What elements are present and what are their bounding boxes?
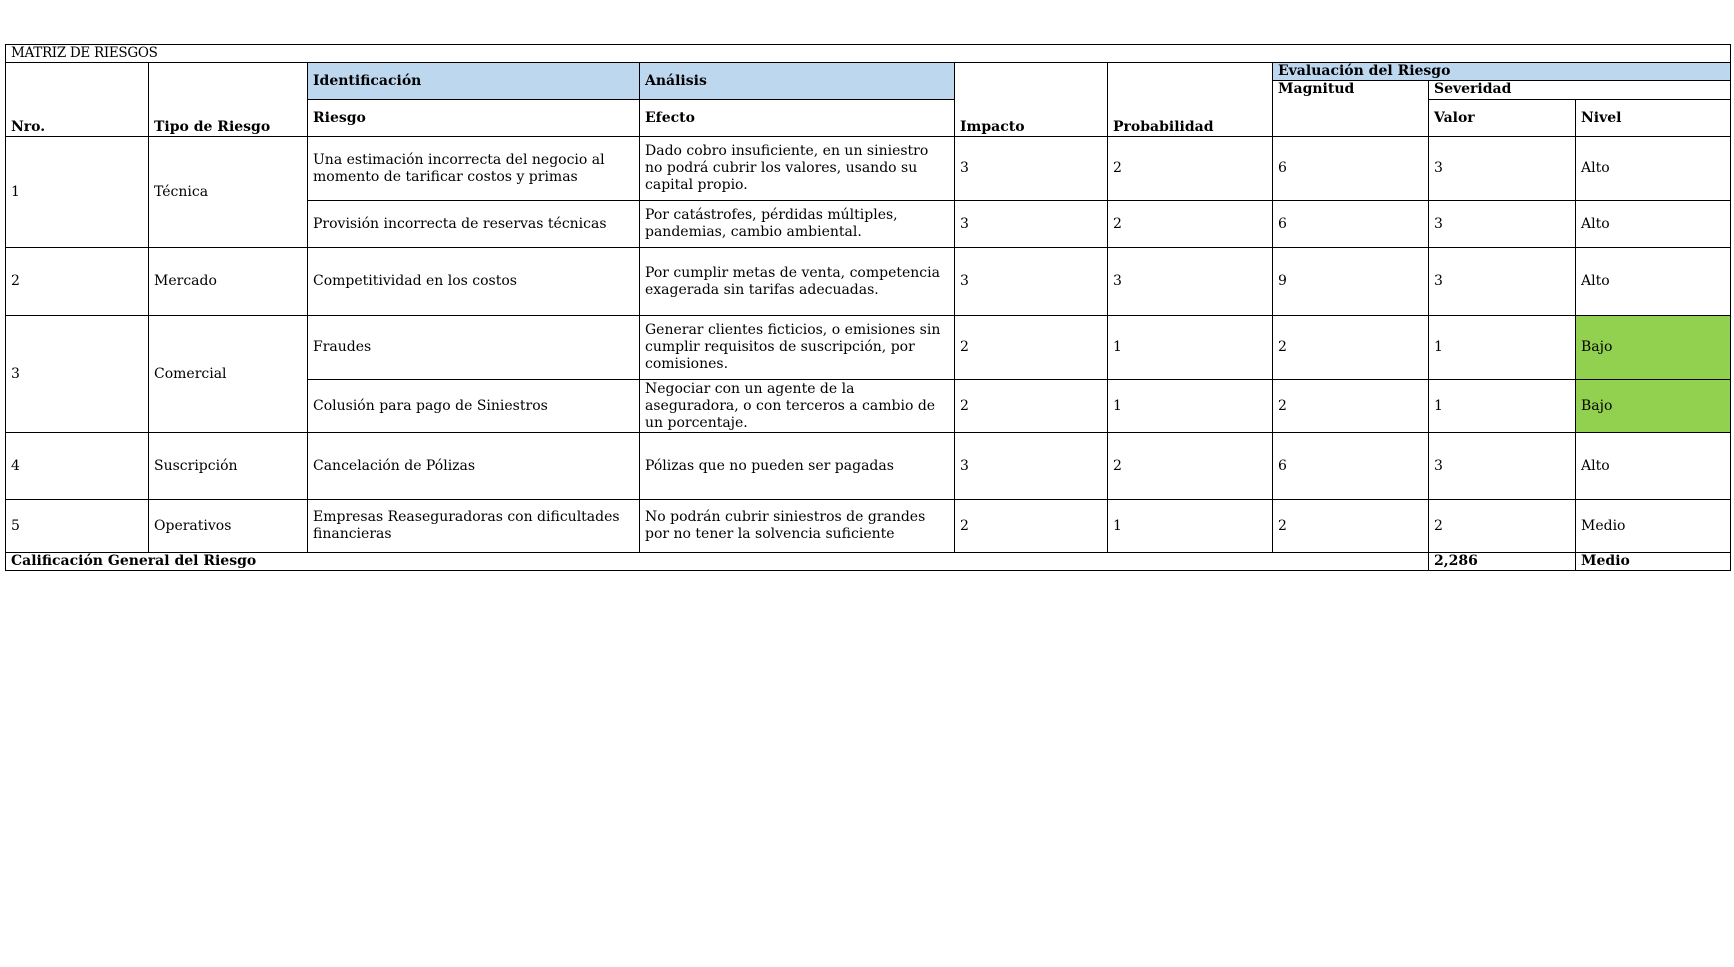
row-riesgo[interactable]: Competitividad en los costos [308, 248, 640, 316]
row-tipo-riesgo[interactable]: Operativos [149, 500, 308, 553]
row-magnitud[interactable]: 2 [1273, 500, 1429, 553]
row-impacto[interactable]: 3 [955, 201, 1108, 248]
row-magnitud[interactable]: 6 [1273, 137, 1429, 201]
row-nivel[interactable]: Bajo [1576, 380, 1731, 433]
row-valor[interactable]: 3 [1429, 248, 1576, 316]
row-riesgo[interactable]: Una estimación incorrecta del negocio al momento de tarificar costos y primas [308, 137, 640, 201]
row-tipo-riesgo[interactable]: Suscripción [149, 433, 308, 500]
row-impacto[interactable]: 3 [955, 248, 1108, 316]
header-valor[interactable]: Valor [1429, 100, 1576, 137]
footer-label[interactable]: Calificación General del Riesgo [6, 553, 1429, 571]
header-nivel[interactable]: Nivel [1576, 100, 1731, 137]
row-valor[interactable]: 3 [1429, 137, 1576, 201]
row-tipo-riesgo[interactable]: Mercado [149, 248, 308, 316]
row-riesgo[interactable]: Empresas Reaseguradoras con dificultades financieras [308, 500, 640, 553]
row-tipo-riesgo[interactable]: Técnica [149, 137, 308, 248]
row-riesgo[interactable]: Fraudes [308, 316, 640, 380]
risk-matrix-sheet [5, 44, 1731, 571]
row-efecto[interactable]: Por catástrofes, pérdidas múltiples, pandemias, cambio ambiental. [640, 201, 955, 248]
row-probabilidad[interactable]: 2 [1108, 137, 1273, 201]
row-probabilidad[interactable]: 2 [1108, 201, 1273, 248]
row-efecto[interactable]: Negociar con un agente de la aseguradora, o con terceros a cambio de un porcentaje. [640, 380, 955, 433]
footer-valor[interactable]: 2,286 [1429, 553, 1576, 571]
row-nro[interactable]: 2 [6, 248, 149, 316]
header-severidad[interactable]: Severidad [1429, 81, 1731, 100]
row-magnitud[interactable]: 2 [1273, 380, 1429, 433]
row-valor[interactable]: 3 [1429, 433, 1576, 500]
row-efecto[interactable]: Pólizas que no pueden ser pagadas [640, 433, 955, 500]
row-nivel[interactable]: Bajo [1576, 316, 1731, 380]
row-nivel[interactable]: Alto [1576, 433, 1731, 500]
row-valor[interactable]: 1 [1429, 316, 1576, 380]
header-riesgo[interactable]: Riesgo [308, 100, 640, 137]
header-evaluacion-riesgo[interactable]: Evaluación del Riesgo [1273, 63, 1731, 81]
header-tipo-riesgo[interactable]: Tipo de Riesgo [149, 63, 308, 137]
matrix-title[interactable]: MATRIZ DE RIESGOS [6, 45, 1731, 63]
row-valor[interactable]: 3 [1429, 201, 1576, 248]
header-efecto[interactable]: Efecto [640, 100, 955, 137]
row-magnitud[interactable]: 6 [1273, 201, 1429, 248]
header-probabilidad[interactable]: Probabilidad [1108, 63, 1273, 137]
header-identificacion[interactable]: Identificación [308, 63, 640, 100]
row-impacto[interactable]: 2 [955, 316, 1108, 380]
row-nivel[interactable]: Alto [1576, 201, 1731, 248]
row-magnitud[interactable]: 9 [1273, 248, 1429, 316]
row-riesgo[interactable]: Colusión para pago de Siniestros [308, 380, 640, 433]
row-valor[interactable]: 2 [1429, 500, 1576, 553]
row-efecto[interactable]: No podrán cubrir siniestros de grandes por no tener la solvencia suficiente [640, 500, 955, 553]
row-impacto[interactable]: 2 [955, 500, 1108, 553]
row-nivel[interactable]: Alto [1576, 248, 1731, 316]
row-valor[interactable]: 1 [1429, 380, 1576, 433]
row-probabilidad[interactable]: 3 [1108, 248, 1273, 316]
row-nro[interactable]: 3 [6, 316, 149, 433]
row-nro[interactable]: 5 [6, 500, 149, 553]
header-magnitud[interactable]: Magnitud [1273, 81, 1429, 137]
row-magnitud[interactable]: 6 [1273, 433, 1429, 500]
risk-matrix-table [5, 44, 1731, 571]
row-probabilidad[interactable]: 2 [1108, 433, 1273, 500]
row-impacto[interactable]: 2 [955, 380, 1108, 433]
header-analisis[interactable]: Análisis [640, 63, 955, 100]
row-nivel[interactable]: Medio [1576, 500, 1731, 553]
row-riesgo[interactable]: Provisión incorrecta de reservas técnicas [308, 201, 640, 248]
row-nro[interactable]: 1 [6, 137, 149, 248]
header-nro[interactable]: Nro. [6, 63, 149, 137]
row-probabilidad[interactable]: 1 [1108, 500, 1273, 553]
row-riesgo[interactable]: Cancelación de Pólizas [308, 433, 640, 500]
row-nro[interactable]: 4 [6, 433, 149, 500]
row-probabilidad[interactable]: 1 [1108, 316, 1273, 380]
row-nivel[interactable]: Alto [1576, 137, 1731, 201]
row-efecto[interactable]: Por cumplir metas de venta, competencia exagerada sin tarifas adecuadas. [640, 248, 955, 316]
row-impacto[interactable]: 3 [955, 137, 1108, 201]
row-magnitud[interactable]: 2 [1273, 316, 1429, 380]
row-probabilidad[interactable]: 1 [1108, 380, 1273, 433]
row-tipo-riesgo[interactable]: Comercial [149, 316, 308, 433]
row-efecto[interactable]: Generar clientes ficticios, o emisiones sin cumplir requisitos de suscripción, por comisiones. [640, 316, 955, 380]
row-impacto[interactable]: 3 [955, 433, 1108, 500]
row-efecto[interactable]: Dado cobro insuficiente, en un siniestro no podrá cubrir los valores, usando su capital propio. [640, 137, 955, 201]
header-impacto[interactable]: Impacto [955, 63, 1108, 137]
footer-nivel[interactable]: Medio [1576, 553, 1731, 571]
